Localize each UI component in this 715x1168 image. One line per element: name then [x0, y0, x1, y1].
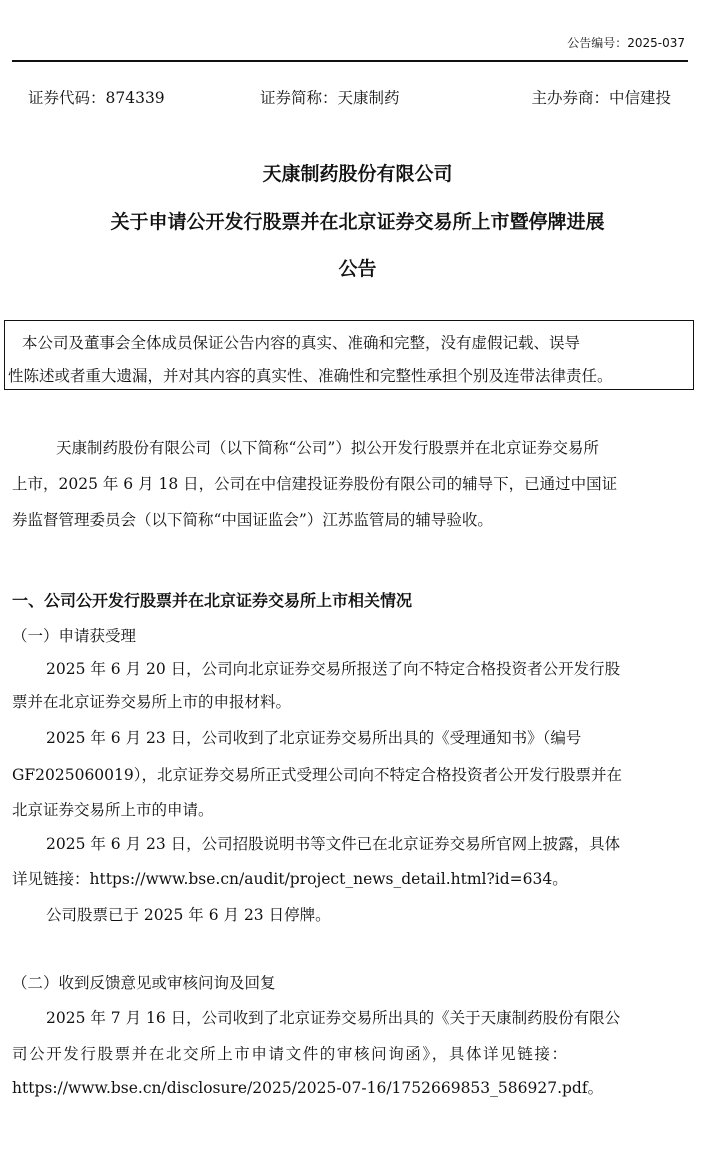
header-divider — [12, 60, 688, 62]
intro-line-2: 上市，2025 年 6 月 18 日，公司在中信建投证券股份有限公司的辅导下，已通过中国证 — [12, 475, 618, 493]
intro-line-1: 天康制药股份有限公司（以下简称“公司”）拟公开发行股票并在北京证券交易所 — [56, 439, 599, 457]
paragraph-line: 公司股票已于 2025 年 6 月 23 日停牌。 — [46, 906, 331, 924]
disclosure-link-line: 详见链接：https://www.bse.cn/audit/project_news_detail.html?id=634。 — [12, 870, 568, 888]
security-code: 证券代码：874339 — [28, 89, 165, 107]
disclaimer-line-1: 本公司及董事会全体成员保证公告内容的真实、准确和完整，没有虚假记载、误导 — [22, 334, 581, 352]
announcement-number: 公告编号：2025-037 — [567, 36, 685, 50]
paragraph-line: 2025 年 7 月 16 日，公司收到了北京证券交易所出具的《关于天康制药股份有限公 — [46, 1009, 621, 1027]
paragraph-line: GF2025060019），北京证券交易所正式受理公司向不特定合格投资者公开发行股票并在 — [12, 766, 623, 784]
subsection-title-2: （二）收到反馈意见或审核问询及回复 — [12, 974, 276, 992]
sponsor-broker: 主办券商：中信建投 — [531, 89, 671, 107]
intro-line-3: 券监督管理委员会（以下简称“中国证监会”）江苏监管局的辅导验收。 — [12, 511, 493, 529]
paragraph-line: 北京证券交易所上市的申请。 — [12, 801, 214, 819]
paragraph-line: 2025 年 6 月 20 日，公司向北京证券交易所报送了向不特定合格投资者公开发行股 — [46, 660, 621, 678]
inquiry-link-line: https://www.bse.cn/disclosure/2025/2025-07-16/1752669853_586927.pdf。 — [12, 1079, 604, 1097]
company-title: 天康制药股份有限公司 — [262, 163, 453, 185]
paragraph-line: 票并在北京证券交易所上市的申报材料。 — [12, 693, 292, 711]
subsection-title-1: （一）申请获受理 — [12, 627, 137, 645]
announcement-title: 关于申请公开发行股票并在北京证券交易所上市暨停牌进展 — [110, 211, 605, 233]
security-short-name: 证券简称：天康制药 — [260, 89, 400, 107]
paragraph-line: 2025 年 6 月 23 日，公司招股说明书等文件已在北京证券交易所官网上披露，具体 — [46, 835, 621, 853]
paragraph-line: 2025 年 6 月 23 日，公司收到了北京证券交易所出具的《受理通知书》（编号 — [46, 729, 582, 747]
section-heading-1: 一、公司公开发行股票并在北京证券交易所上市相关情况 — [12, 591, 413, 610]
disclaimer-line-2: 性陈述或者重大遗漏，并对其内容的真实性、准确性和完整性承担个别及连带法律责任。 — [8, 367, 613, 385]
announcement-title-suffix: 公告 — [338, 258, 377, 280]
paragraph-line: 司公开发行股票并在北交所上市申请文件的审核问询函》，具体详见链接： — [12, 1045, 569, 1063]
